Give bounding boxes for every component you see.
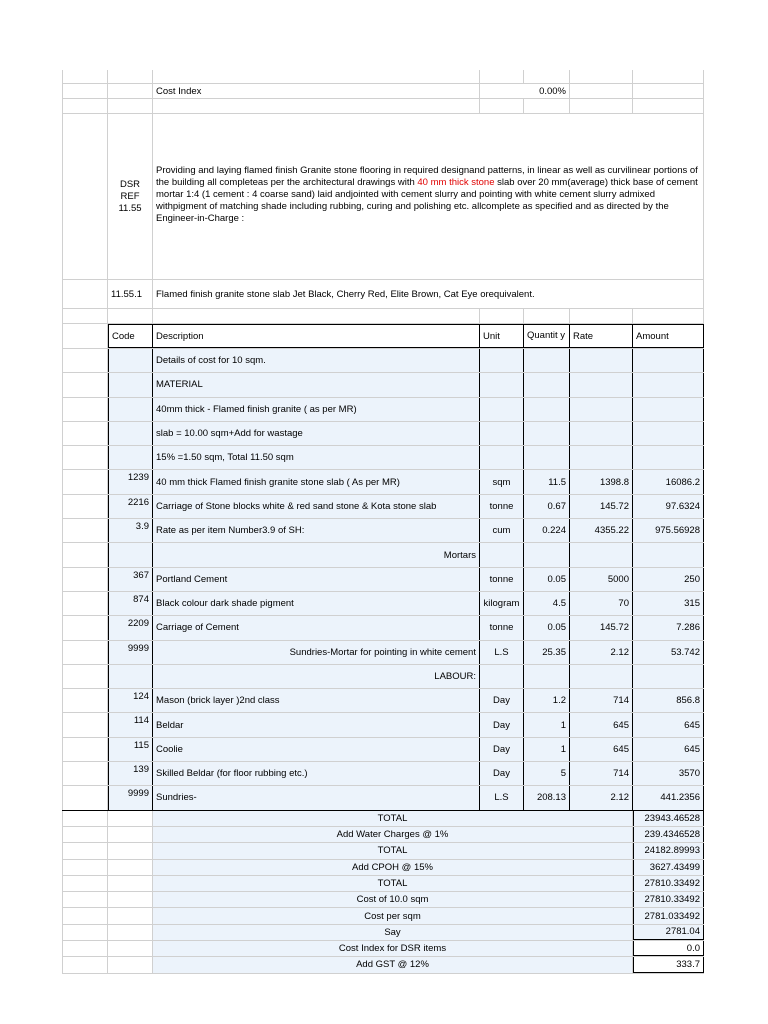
cell-rate[interactable] (570, 398, 633, 421)
cell-quantity[interactable] (524, 349, 570, 372)
cell-rate[interactable]: 2.12 (570, 641, 633, 664)
cell-code[interactable]: 124 (108, 689, 153, 712)
code-cell (108, 908, 153, 923)
summary-value[interactable]: 333.7 (633, 957, 704, 972)
header-unit: Unit (480, 324, 524, 348)
cell-amount[interactable]: 441.2356 (633, 786, 704, 809)
summary-value[interactable]: 2781.033492 (633, 908, 704, 923)
table-row (62, 519, 704, 543)
cell-unit[interactable]: Day (480, 762, 524, 785)
margin-cell (62, 349, 108, 372)
cell-quantity[interactable]: 0.05 (524, 568, 570, 591)
margin-cell (62, 689, 108, 712)
margin-cell (62, 786, 108, 809)
summary-row (62, 941, 704, 957)
margin-cell (62, 616, 108, 639)
cell-unit[interactable] (480, 349, 524, 372)
table-row (62, 446, 704, 470)
cell-rate[interactable] (570, 349, 633, 372)
dsr-ref-line3: 11.55 (118, 202, 142, 214)
margin-cell (62, 398, 108, 421)
dsr-description-row (62, 114, 704, 280)
cell-amount[interactable] (633, 349, 704, 372)
subitem-text[interactable]: Flamed finish granite stone slab Jet Black, Cherry Red, Elite Brown, Cat Eye orequivalent. (153, 280, 704, 308)
cell-code[interactable] (108, 398, 153, 421)
cell-rate[interactable]: 645 (570, 713, 633, 736)
margin-cell (62, 446, 108, 469)
cell-rate[interactable]: 2.12 (570, 786, 633, 809)
cell-description[interactable]: 40 mm thick Flamed finish granite stone slab ( As per MR) (153, 470, 480, 493)
cell-code[interactable]: 367 (108, 568, 153, 591)
table-row (62, 762, 704, 786)
dsr-desc-part2: slab over 20 mm(average) thick base of cement mortar 1:4 (1 cement : 4 coarse sand) laid andjointed with cement slurry and pointing with white cement slurry admixed withpigment of matching shade including rubbing, curing and polishing etc. allcomplete as specified and as directed by the Engineer-in-Charge : (156, 177, 698, 224)
summary-value[interactable]: 3627.43499 (633, 860, 704, 875)
header-description: Description (153, 324, 480, 348)
cell-unit[interactable]: sqm (480, 470, 524, 493)
code-cell (108, 843, 153, 858)
cell-description[interactable]: MATERIAL (153, 373, 480, 396)
cell-quantity[interactable] (524, 373, 570, 396)
cell-description[interactable]: Details of cost for 10 sqm. (153, 349, 480, 372)
summary-row (62, 876, 704, 892)
cell-unit[interactable]: tonne (480, 495, 524, 518)
cell-amount[interactable] (633, 422, 704, 445)
cell-description[interactable]: Mortars (153, 543, 480, 566)
code-cell (108, 860, 153, 875)
dsr-ref-line2: REF (120, 190, 140, 202)
code-cell (108, 876, 153, 891)
cell-rate[interactable] (570, 543, 633, 566)
cell-amount[interactable] (633, 398, 704, 421)
margin-cell (62, 892, 108, 907)
cell-unit[interactable]: kilogram (480, 592, 524, 615)
summary-label[interactable]: Add GST @ 12% (153, 957, 633, 972)
cost-table (62, 324, 704, 974)
cell-rate[interactable] (570, 665, 633, 688)
summary-row (62, 957, 704, 973)
margin-cell (62, 925, 108, 940)
cell-code[interactable]: 1239 (108, 470, 153, 493)
cell-code[interactable] (108, 665, 153, 688)
margin-cell (62, 543, 108, 566)
cell-unit[interactable] (480, 373, 524, 396)
summary-row (62, 811, 704, 827)
cell-code[interactable] (108, 446, 153, 469)
cell-amount[interactable]: 3570 (633, 762, 704, 785)
table-row (62, 592, 704, 616)
subitem-code[interactable]: 11.55.1 (108, 280, 153, 308)
cell-amount[interactable]: 53.742 (633, 641, 704, 664)
empty-row (62, 70, 704, 84)
summary-row (62, 843, 704, 859)
cell-quantity[interactable]: 0.67 (524, 495, 570, 518)
cell-description[interactable]: Coolie (153, 738, 480, 761)
cell-unit[interactable]: L.S (480, 641, 524, 664)
cell-rate[interactable]: 1398.8 (570, 470, 633, 493)
summary-row (62, 925, 704, 941)
summary-label[interactable]: Cost per sqm (153, 908, 633, 923)
dsr-ref-cell[interactable] (108, 114, 153, 279)
margin-cell (62, 373, 108, 396)
cell-quantity[interactable]: 1 (524, 738, 570, 761)
margin-cell (62, 843, 108, 858)
cell-rate[interactable]: 145.72 (570, 495, 633, 518)
cell-code[interactable] (108, 373, 153, 396)
table-row (62, 543, 704, 567)
cell-amount[interactable]: 856.8 (633, 689, 704, 712)
cost-index-value[interactable]: 0.00% (480, 84, 570, 98)
cell-code[interactable]: 9999 (108, 786, 153, 809)
cell-quantity[interactable] (524, 665, 570, 688)
cell-amount[interactable] (633, 446, 704, 469)
code-cell (108, 892, 153, 907)
cell-code[interactable]: 3.9 (108, 519, 153, 542)
table-header-row (62, 324, 704, 349)
cell-amount[interactable]: 645 (633, 713, 704, 736)
cell-quantity[interactable] (524, 446, 570, 469)
cell-code[interactable] (108, 543, 153, 566)
margin-cell (62, 713, 108, 736)
summary-label[interactable]: TOTAL (153, 811, 633, 826)
cell-rate[interactable]: 145.72 (570, 616, 633, 639)
table-row (62, 422, 704, 446)
cell-description[interactable]: Beldar (153, 713, 480, 736)
cell-amount[interactable]: 315 (633, 592, 704, 615)
cell-amount[interactable]: 16086.2 (633, 470, 704, 493)
code-cell (108, 811, 153, 826)
subitem-row (62, 280, 704, 309)
cell-rate[interactable] (570, 422, 633, 445)
cell-amount[interactable]: 975.56928 (633, 519, 704, 542)
header-rate: Rate (570, 324, 633, 348)
cell-unit[interactable] (480, 398, 524, 421)
dsr-ref-line1: DSR (119, 178, 141, 190)
cell-amount[interactable]: 645 (633, 738, 704, 761)
cell-quantity[interactable]: 0.05 (524, 616, 570, 639)
header-amount: Amount (633, 324, 704, 348)
table-row (62, 786, 704, 810)
cell-code[interactable] (108, 349, 153, 372)
dsr-desc-highlight: 40 mm thick stone (417, 177, 495, 188)
cell-code[interactable]: 115 (108, 738, 153, 761)
empty-row (62, 309, 704, 324)
margin-cell (62, 811, 108, 826)
cell-description[interactable]: slab = 10.00 sqm+Add for wastage (153, 422, 480, 445)
summary-label[interactable]: Say (153, 925, 633, 940)
cell-rate[interactable]: 70 (570, 592, 633, 615)
cell-quantity[interactable]: 1.2 (524, 689, 570, 712)
table-row (62, 568, 704, 592)
margin-cell (62, 495, 108, 518)
cell-description[interactable]: Sundries-Mortar for pointing in white cement (153, 641, 480, 664)
summary-value[interactable]: 2781.04 (633, 925, 704, 940)
cell-description[interactable]: LABOUR: (153, 665, 480, 688)
cell-description[interactable]: Rate as per item Number3.9 of SH: (153, 519, 480, 542)
cell-code[interactable]: 139 (108, 762, 153, 785)
cell-description[interactable]: 40mm thick - Flamed finish granite ( as per MR) (153, 398, 480, 421)
cell-rate[interactable]: 645 (570, 738, 633, 761)
margin-cell (62, 941, 108, 956)
cell-unit[interactable] (480, 446, 524, 469)
margin-cell (62, 568, 108, 591)
table-row (62, 689, 704, 713)
spreadsheet (62, 70, 704, 974)
dsr-description[interactable] (153, 114, 704, 279)
cell-unit[interactable]: tonne (480, 616, 524, 639)
cell-rate[interactable]: 4355.22 (570, 519, 633, 542)
cell-description[interactable]: 15% =1.50 sqm, Total 11.50 sqm (153, 446, 480, 469)
margin-cell (62, 665, 108, 688)
margin-cell (62, 860, 108, 875)
header-code: Code (108, 324, 153, 348)
summary-value[interactable]: 0.0 (633, 941, 704, 956)
empty-row (62, 99, 704, 114)
cell-amount[interactable] (633, 665, 704, 688)
cell-rate[interactable]: 714 (570, 762, 633, 785)
cell-quantity[interactable]: 0.224 (524, 519, 570, 542)
margin-cell (62, 592, 108, 615)
margin-cell (62, 519, 108, 542)
code-cell (108, 941, 153, 956)
cell-unit[interactable]: Day (480, 713, 524, 736)
table-row (62, 349, 704, 373)
cell-description[interactable]: Carriage of Cement (153, 616, 480, 639)
cost-index-row (62, 84, 704, 99)
summary-row (62, 827, 704, 843)
code-cell (108, 827, 153, 842)
table-row (62, 495, 704, 519)
summary-value[interactable]: 27810.33492 (633, 892, 704, 907)
cell-amount[interactable]: 250 (633, 568, 704, 591)
cell-quantity[interactable]: 5 (524, 762, 570, 785)
cell-description[interactable]: Carriage of Stone blocks white & red sand stone & Kota stone slab (153, 495, 480, 518)
margin-cell (62, 827, 108, 842)
cell-description[interactable]: Black colour dark shade pigment (153, 592, 480, 615)
cell-quantity[interactable] (524, 543, 570, 566)
cell-quantity[interactable] (524, 398, 570, 421)
cell-unit[interactable]: Day (480, 738, 524, 761)
summary-value[interactable]: 239.4346528 (633, 827, 704, 842)
cell-unit[interactable] (480, 422, 524, 445)
summary-row (62, 892, 704, 908)
cell-code[interactable]: 2216 (108, 495, 153, 518)
cell-quantity[interactable] (524, 422, 570, 445)
cell-unit[interactable]: tonne (480, 568, 524, 591)
summary-label[interactable]: Add Water Charges @ 1% (153, 827, 633, 842)
summary-label[interactable]: Add CPOH @ 15% (153, 860, 633, 875)
summary-value[interactable]: 23943.46528 (633, 811, 704, 826)
cell-amount[interactable] (633, 373, 704, 396)
margin-cell (62, 908, 108, 923)
cell-unit[interactable]: Day (480, 689, 524, 712)
table-row (62, 470, 704, 494)
table-row (62, 665, 704, 689)
cell-amount[interactable] (633, 543, 704, 566)
summary-label[interactable]: Cost of 10.0 sqm (153, 892, 633, 907)
table-row (62, 713, 704, 737)
cell-code[interactable]: 9999 (108, 641, 153, 664)
cost-index-label[interactable]: Cost Index (153, 84, 480, 98)
table-row (62, 398, 704, 422)
header-quantity: Quantit y (524, 324, 570, 348)
table-row (62, 373, 704, 397)
margin-cell (62, 641, 108, 664)
cell-quantity[interactable]: 11.5 (524, 470, 570, 493)
cell-rate[interactable] (570, 373, 633, 396)
table-row (62, 641, 704, 665)
cell-unit[interactable]: L.S (480, 786, 524, 809)
cell-unit[interactable] (480, 665, 524, 688)
cell-unit[interactable]: cum (480, 519, 524, 542)
table-row (62, 616, 704, 640)
table-row (62, 738, 704, 762)
cell-code[interactable]: 114 (108, 713, 153, 736)
code-cell (108, 957, 153, 972)
margin-cell (62, 876, 108, 891)
cell-description[interactable]: Mason (brick layer )2nd class (153, 689, 480, 712)
summary-value[interactable]: 24182.89993 (633, 843, 704, 858)
cell-description[interactable]: Portland Cement (153, 568, 480, 591)
cell-quantity[interactable]: 25.35 (524, 641, 570, 664)
margin-cell (62, 422, 108, 445)
margin-cell (62, 470, 108, 493)
cell-rate[interactable] (570, 446, 633, 469)
cell-quantity[interactable]: 1 (524, 713, 570, 736)
dsr-desc-part1: Providing and laying flamed finish Granite stone flooring in required designand patterns, in linear as well as curvilinear portions of the building all completeas per the architectural drawings with (156, 165, 698, 188)
cell-description[interactable]: Sundries- (153, 786, 480, 809)
cell-quantity[interactable]: 4.5 (524, 592, 570, 615)
cell-description[interactable]: Skilled Beldar (for floor rubbing etc.) (153, 762, 480, 785)
summary-row (62, 860, 704, 876)
cell-rate[interactable]: 5000 (570, 568, 633, 591)
margin-cell (62, 762, 108, 785)
cell-amount[interactable]: 7.286 (633, 616, 704, 639)
cell-code[interactable]: 874 (108, 592, 153, 615)
cell-code[interactable]: 2209 (108, 616, 153, 639)
margin-cell (62, 957, 108, 972)
cell-unit[interactable] (480, 543, 524, 566)
cell-quantity[interactable]: 208.13 (524, 786, 570, 809)
cell-amount[interactable]: 97.6324 (633, 495, 704, 518)
table-body (62, 349, 704, 811)
margin-cell (62, 738, 108, 761)
summary-value[interactable]: 27810.33492 (633, 876, 704, 891)
code-cell (108, 925, 153, 940)
summary-row (62, 908, 704, 924)
summary-label[interactable]: TOTAL (153, 843, 633, 858)
cell-code[interactable] (108, 422, 153, 445)
cell-rate[interactable]: 714 (570, 689, 633, 712)
summary-label[interactable]: TOTAL (153, 876, 633, 891)
summary-section (62, 811, 704, 974)
summary-label[interactable]: Cost Index for DSR items (153, 941, 633, 956)
